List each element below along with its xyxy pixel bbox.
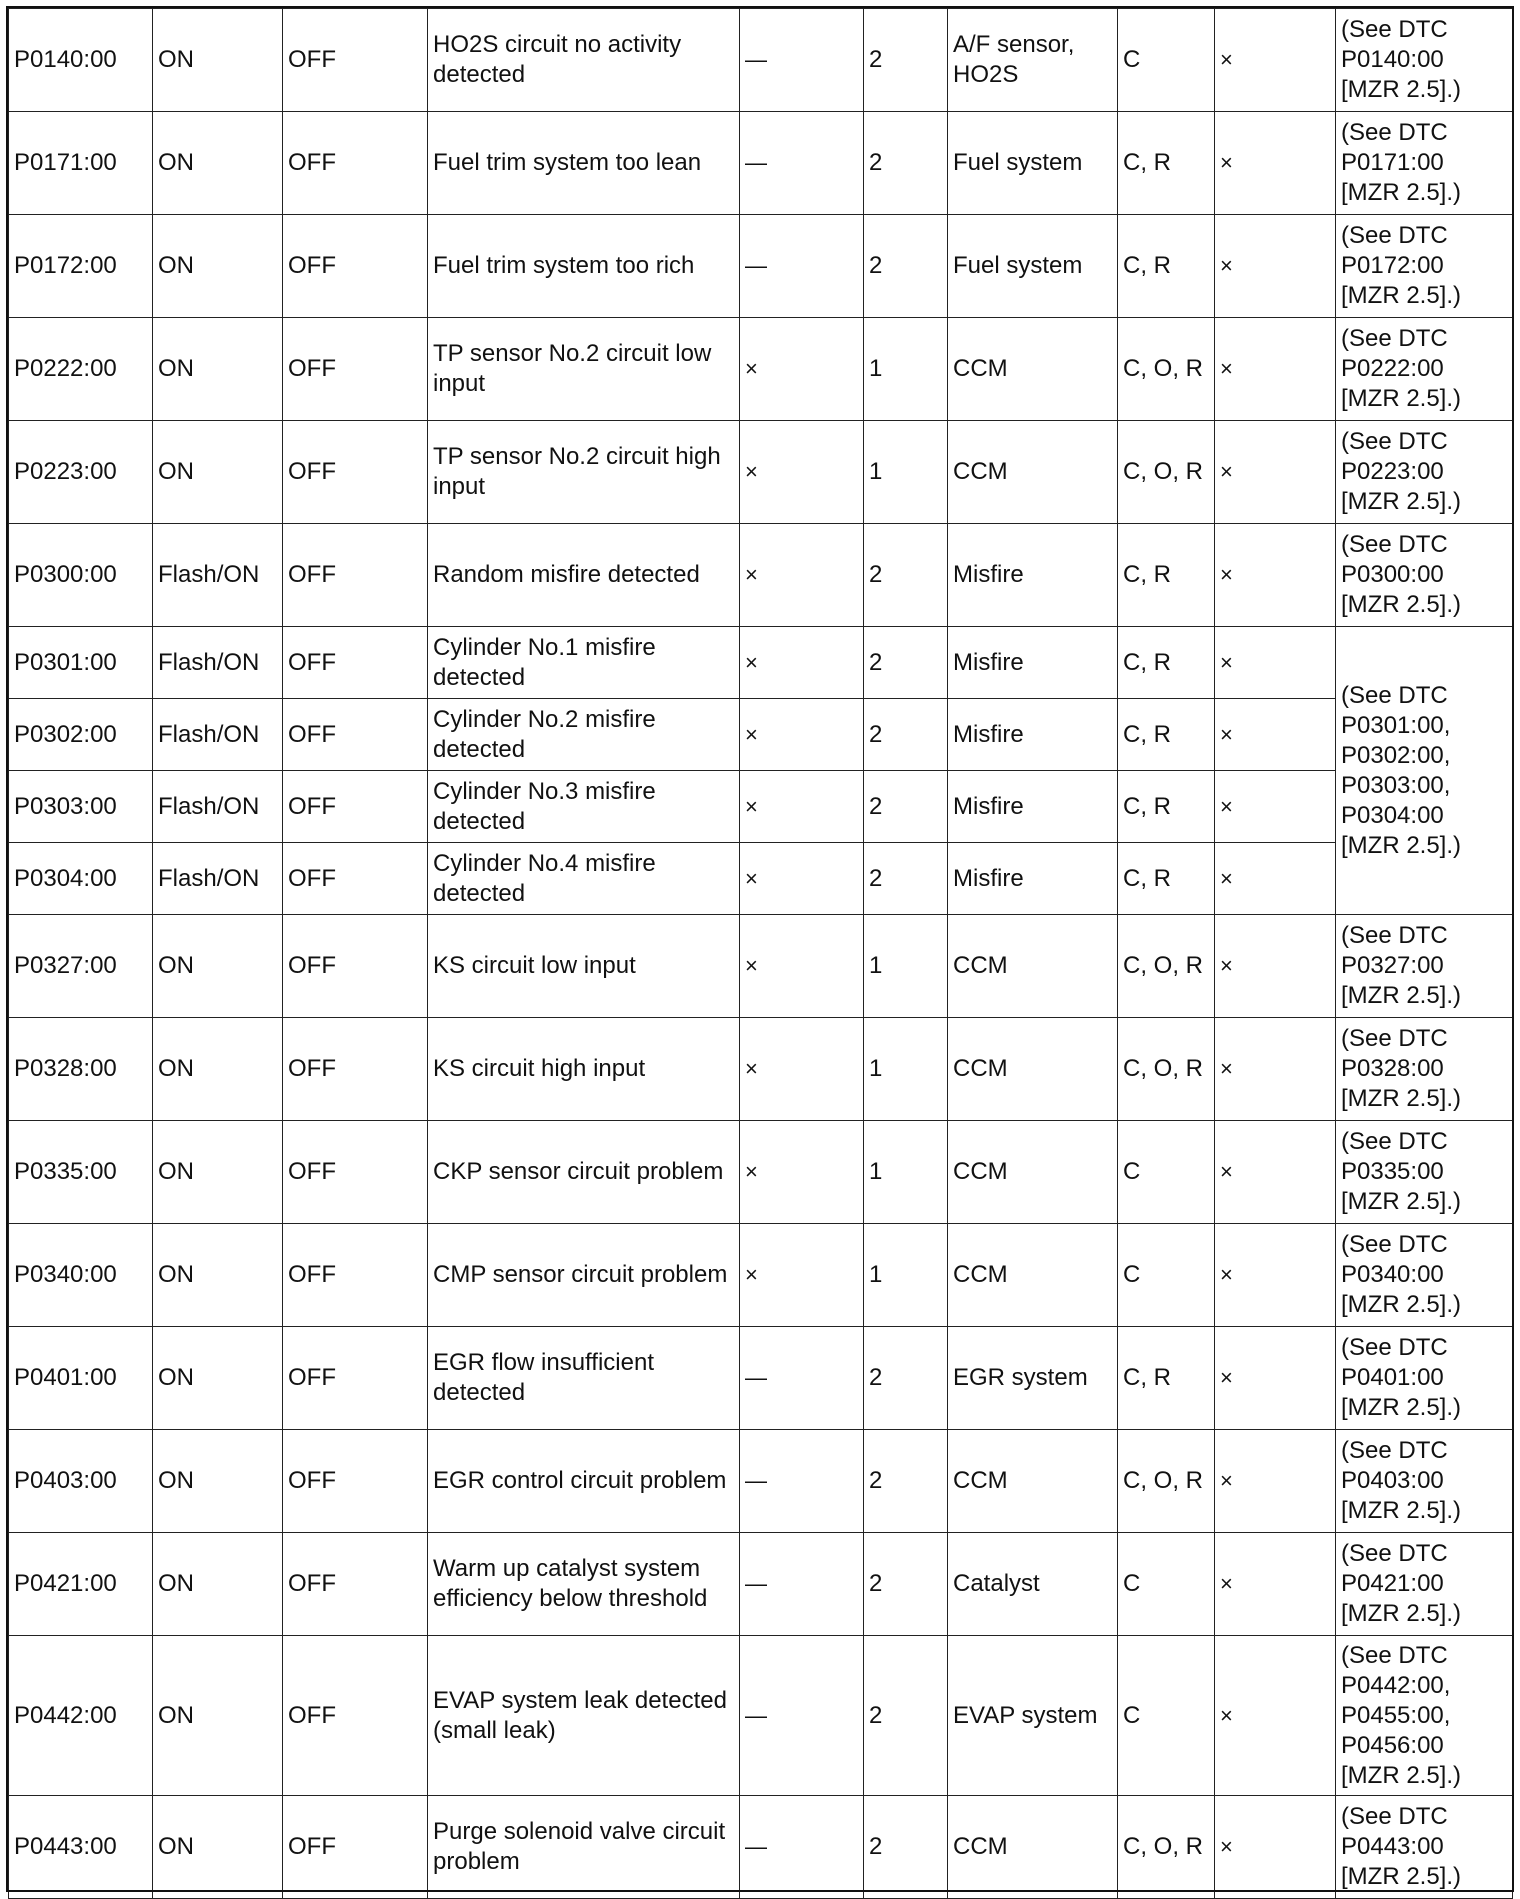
description-cell: CMP sensor circuit problem (428, 1224, 740, 1327)
self-test-cell: × (1215, 1327, 1336, 1430)
trip-cell: 2 (864, 1796, 948, 1899)
generic-mil-cell: OFF (283, 215, 428, 318)
dtc-code-cell: P0223:00 (9, 421, 153, 524)
table-row (9, 1636, 1513, 1796)
dtc-type-cell: C, O, R (1118, 1430, 1215, 1533)
table-row (9, 9, 1513, 112)
generic-mil-cell: OFF (283, 1018, 428, 1121)
table-row (9, 771, 1513, 843)
reference-cell: (See DTC P0223:00 [MZR 2.5].) (1336, 421, 1513, 524)
generic-mil-cell: OFF (283, 1224, 428, 1327)
generic-mil-cell: OFF (283, 1796, 428, 1899)
trip-cell: 2 (864, 627, 948, 699)
table-row (9, 1796, 1513, 1899)
table-row (9, 699, 1513, 771)
generic-mil-cell: OFF (283, 524, 428, 627)
table-row (9, 421, 1513, 524)
reference-cell: (See DTC P0301:00, P0302:00, P0303:00, P0304:00 [MZR 2.5].) (1336, 627, 1513, 915)
trip-cell: 2 (864, 699, 948, 771)
generic-mil-cell: OFF (283, 112, 428, 215)
mil-cell: ON (153, 1121, 283, 1224)
self-test-cell: × (1215, 1636, 1336, 1796)
monitor-item-cell: CCM (948, 421, 1118, 524)
freeze-frame-cell: × (740, 1018, 864, 1121)
monitor-item-cell: CCM (948, 1796, 1118, 1899)
dtc-type-cell: C, O, R (1118, 1018, 1215, 1121)
reference-cell: (See DTC P0335:00 [MZR 2.5].) (1336, 1121, 1513, 1224)
reference-cell: (See DTC P0171:00 [MZR 2.5].) (1336, 112, 1513, 215)
mil-cell: ON (153, 318, 283, 421)
dtc-type-cell: C, R (1118, 112, 1215, 215)
dtc-table-body (9, 9, 1513, 1899)
self-test-cell: × (1215, 318, 1336, 421)
monitor-item-cell: CCM (948, 1430, 1118, 1533)
mil-cell: ON (153, 9, 283, 112)
monitor-item-cell: Fuel system (948, 112, 1118, 215)
monitor-item-cell: CCM (948, 318, 1118, 421)
freeze-frame-cell: — (740, 1796, 864, 1899)
table-row (9, 915, 1513, 1018)
dtc-code-cell: P0403:00 (9, 1430, 153, 1533)
freeze-frame-cell: × (740, 627, 864, 699)
trip-cell: 1 (864, 318, 948, 421)
freeze-frame-cell: — (740, 215, 864, 318)
freeze-frame-cell: — (740, 9, 864, 112)
mil-cell: ON (153, 1636, 283, 1796)
table-row (9, 1121, 1513, 1224)
freeze-frame-cell: — (740, 1430, 864, 1533)
self-test-cell: × (1215, 1533, 1336, 1636)
freeze-frame-cell: × (740, 1121, 864, 1224)
monitor-item-cell: Catalyst (948, 1533, 1118, 1636)
self-test-cell: × (1215, 1121, 1336, 1224)
trip-cell: 2 (864, 215, 948, 318)
trip-cell: 2 (864, 112, 948, 215)
reference-cell: (See DTC P0222:00 [MZR 2.5].) (1336, 318, 1513, 421)
reference-cell: (See DTC P0442:00, P0455:00, P0456:00 [MZR 2.5].) (1336, 1636, 1513, 1796)
table-row (9, 318, 1513, 421)
reference-cell: (See DTC P0328:00 [MZR 2.5].) (1336, 1018, 1513, 1121)
mil-cell: Flash/ON (153, 627, 283, 699)
dtc-code-cell: P0171:00 (9, 112, 153, 215)
reference-cell: (See DTC P0140:00 [MZR 2.5].) (1336, 9, 1513, 112)
dtc-table (8, 8, 1513, 1899)
table-row (9, 112, 1513, 215)
dtc-type-cell: C, R (1118, 215, 1215, 318)
dtc-type-cell: C, O, R (1118, 318, 1215, 421)
generic-mil-cell: OFF (283, 915, 428, 1018)
reference-cell: (See DTC P0300:00 [MZR 2.5].) (1336, 524, 1513, 627)
freeze-frame-cell: × (740, 421, 864, 524)
reference-cell: (See DTC P0340:00 [MZR 2.5].) (1336, 1224, 1513, 1327)
trip-cell: 1 (864, 1018, 948, 1121)
table-row (9, 1327, 1513, 1430)
trip-cell: 2 (864, 1327, 948, 1430)
table-row (9, 627, 1513, 699)
table-row (9, 1533, 1513, 1636)
description-cell: EGR control circuit problem (428, 1430, 740, 1533)
mil-cell: ON (153, 1796, 283, 1899)
dtc-type-cell: C (1118, 1121, 1215, 1224)
monitor-item-cell: CCM (948, 1018, 1118, 1121)
dtc-code-cell: P0401:00 (9, 1327, 153, 1430)
reference-cell: (See DTC P0327:00 [MZR 2.5].) (1336, 915, 1513, 1018)
monitor-item-cell: A/F sensor, HO2S (948, 9, 1118, 112)
self-test-cell: × (1215, 524, 1336, 627)
self-test-cell: × (1215, 1430, 1336, 1533)
dtc-type-cell: C (1118, 1224, 1215, 1327)
dtc-type-cell: C, O, R (1118, 421, 1215, 524)
dtc-type-cell: C, R (1118, 843, 1215, 915)
monitor-item-cell: Misfire (948, 771, 1118, 843)
dtc-code-cell: P0304:00 (9, 843, 153, 915)
self-test-cell: × (1215, 9, 1336, 112)
freeze-frame-cell: — (740, 1533, 864, 1636)
generic-mil-cell: OFF (283, 318, 428, 421)
generic-mil-cell: OFF (283, 843, 428, 915)
description-cell: CKP sensor circuit problem (428, 1121, 740, 1224)
self-test-cell: × (1215, 215, 1336, 318)
freeze-frame-cell: × (740, 524, 864, 627)
description-cell: Cylinder No.4 misfire detected (428, 843, 740, 915)
table-row (9, 215, 1513, 318)
description-cell: Cylinder No.2 misfire detected (428, 699, 740, 771)
monitor-item-cell: Misfire (948, 524, 1118, 627)
dtc-code-cell: P0172:00 (9, 215, 153, 318)
table-row (9, 1224, 1513, 1327)
mil-cell: Flash/ON (153, 843, 283, 915)
description-cell: Cylinder No.1 misfire detected (428, 627, 740, 699)
dtc-type-cell: C, R (1118, 771, 1215, 843)
freeze-frame-cell: × (740, 1224, 864, 1327)
trip-cell: 1 (864, 1224, 948, 1327)
table-row (9, 524, 1513, 627)
trip-cell: 2 (864, 771, 948, 843)
dtc-type-cell: C, R (1118, 699, 1215, 771)
dtc-code-cell: P0301:00 (9, 627, 153, 699)
dtc-code-cell: P0443:00 (9, 1796, 153, 1899)
trip-cell: 1 (864, 1121, 948, 1224)
freeze-frame-cell: × (740, 915, 864, 1018)
dtc-type-cell: C, O, R (1118, 1796, 1215, 1899)
dtc-code-cell: P0302:00 (9, 699, 153, 771)
trip-cell: 2 (864, 843, 948, 915)
trip-cell: 2 (864, 9, 948, 112)
generic-mil-cell: OFF (283, 1636, 428, 1796)
monitor-item-cell: Fuel system (948, 215, 1118, 318)
dtc-code-cell: P0140:00 (9, 9, 153, 112)
freeze-frame-cell: × (740, 771, 864, 843)
self-test-cell: × (1215, 843, 1336, 915)
monitor-item-cell: EGR system (948, 1327, 1118, 1430)
generic-mil-cell: OFF (283, 421, 428, 524)
description-cell: HO2S circuit no activity detected (428, 9, 740, 112)
self-test-cell: × (1215, 1796, 1336, 1899)
monitor-item-cell: Misfire (948, 699, 1118, 771)
self-test-cell: × (1215, 627, 1336, 699)
description-cell: Fuel trim system too lean (428, 112, 740, 215)
mil-cell: Flash/ON (153, 771, 283, 843)
trip-cell: 2 (864, 524, 948, 627)
description-cell: Warm up catalyst system efficiency below threshold (428, 1533, 740, 1636)
mil-cell: ON (153, 1224, 283, 1327)
dtc-code-cell: P0300:00 (9, 524, 153, 627)
monitor-item-cell: Misfire (948, 627, 1118, 699)
dtc-code-cell: P0442:00 (9, 1636, 153, 1796)
dtc-code-cell: P0222:00 (9, 318, 153, 421)
dtc-type-cell: C (1118, 9, 1215, 112)
description-cell: KS circuit high input (428, 1018, 740, 1121)
generic-mil-cell: OFF (283, 1533, 428, 1636)
dtc-type-cell: C, R (1118, 1327, 1215, 1430)
generic-mil-cell: OFF (283, 771, 428, 843)
dtc-code-cell: P0303:00 (9, 771, 153, 843)
generic-mil-cell: OFF (283, 1327, 428, 1430)
mil-cell: ON (153, 1327, 283, 1430)
description-cell: EGR flow insufficient detected (428, 1327, 740, 1430)
self-test-cell: × (1215, 699, 1336, 771)
mil-cell: Flash/ON (153, 699, 283, 771)
description-cell: EVAP system leak detected (small leak) (428, 1636, 740, 1796)
generic-mil-cell: OFF (283, 627, 428, 699)
table-row (9, 843, 1513, 915)
monitor-item-cell: CCM (948, 1121, 1118, 1224)
dtc-code-cell: P0340:00 (9, 1224, 153, 1327)
description-cell: TP sensor No.2 circuit low input (428, 318, 740, 421)
generic-mil-cell: OFF (283, 1430, 428, 1533)
self-test-cell: × (1215, 915, 1336, 1018)
dtc-type-cell: C (1118, 1636, 1215, 1796)
dtc-type-cell: C, R (1118, 524, 1215, 627)
reference-cell: (See DTC P0443:00 [MZR 2.5].) (1336, 1796, 1513, 1899)
description-cell: Cylinder No.3 misfire detected (428, 771, 740, 843)
monitor-item-cell: CCM (948, 1224, 1118, 1327)
self-test-cell: × (1215, 1224, 1336, 1327)
mil-cell: ON (153, 112, 283, 215)
generic-mil-cell: OFF (283, 1121, 428, 1224)
mil-cell: ON (153, 1430, 283, 1533)
trip-cell: 1 (864, 421, 948, 524)
table-row (9, 1018, 1513, 1121)
self-test-cell: × (1215, 1018, 1336, 1121)
generic-mil-cell: OFF (283, 9, 428, 112)
self-test-cell: × (1215, 112, 1336, 215)
freeze-frame-cell: × (740, 699, 864, 771)
mil-cell: ON (153, 421, 283, 524)
freeze-frame-cell: — (740, 1327, 864, 1430)
freeze-frame-cell: × (740, 843, 864, 915)
generic-mil-cell: OFF (283, 699, 428, 771)
description-cell: TP sensor No.2 circuit high input (428, 421, 740, 524)
monitor-item-cell: CCM (948, 915, 1118, 1018)
freeze-frame-cell: — (740, 112, 864, 215)
dtc-type-cell: C, O, R (1118, 915, 1215, 1018)
mil-cell: ON (153, 1018, 283, 1121)
dtc-type-cell: C, R (1118, 627, 1215, 699)
mil-cell: ON (153, 1533, 283, 1636)
trip-cell: 2 (864, 1430, 948, 1533)
self-test-cell: × (1215, 771, 1336, 843)
dtc-code-cell: P0328:00 (9, 1018, 153, 1121)
dtc-type-cell: C (1118, 1533, 1215, 1636)
reference-cell: (See DTC P0403:00 [MZR 2.5].) (1336, 1430, 1513, 1533)
trip-cell: 2 (864, 1636, 948, 1796)
table-row (9, 1430, 1513, 1533)
reference-cell: (See DTC P0172:00 [MZR 2.5].) (1336, 215, 1513, 318)
trip-cell: 1 (864, 915, 948, 1018)
trip-cell: 2 (864, 1533, 948, 1636)
monitor-item-cell: EVAP system (948, 1636, 1118, 1796)
freeze-frame-cell: × (740, 318, 864, 421)
description-cell: Fuel trim system too rich (428, 215, 740, 318)
dtc-code-cell: P0327:00 (9, 915, 153, 1018)
freeze-frame-cell: — (740, 1636, 864, 1796)
monitor-item-cell: Misfire (948, 843, 1118, 915)
reference-cell: (See DTC P0421:00 [MZR 2.5].) (1336, 1533, 1513, 1636)
mil-cell: Flash/ON (153, 524, 283, 627)
dtc-code-cell: P0335:00 (9, 1121, 153, 1224)
mil-cell: ON (153, 215, 283, 318)
self-test-cell: × (1215, 421, 1336, 524)
mil-cell: ON (153, 915, 283, 1018)
dtc-code-cell: P0421:00 (9, 1533, 153, 1636)
reference-cell: (See DTC P0401:00 [MZR 2.5].) (1336, 1327, 1513, 1430)
description-cell: Purge solenoid valve circuit problem (428, 1796, 740, 1899)
description-cell: KS circuit low input (428, 915, 740, 1018)
description-cell: Random misfire detected (428, 524, 740, 627)
